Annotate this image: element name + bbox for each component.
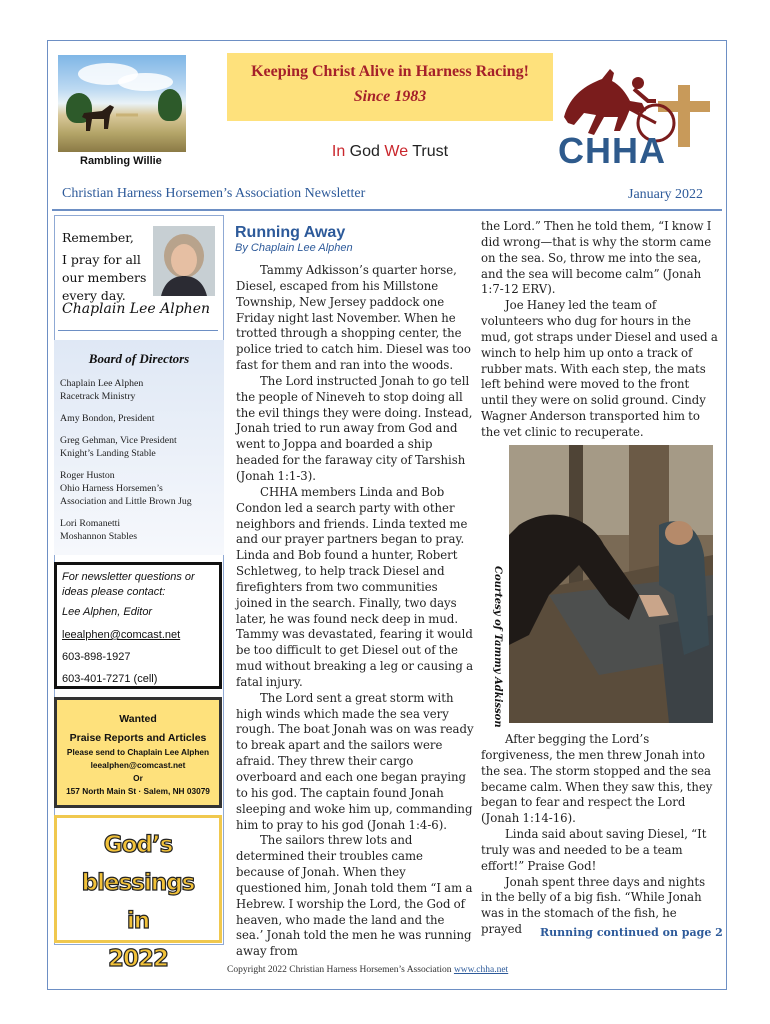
wanted-address: 157 North Main St · Salem, NH 03079 xyxy=(66,786,210,796)
article-column-1 xyxy=(236,263,474,960)
article-column-3 xyxy=(481,732,718,938)
continued-link[interactable]: Running continued on page 2 xyxy=(540,926,723,939)
blessings-line: in xyxy=(126,908,150,934)
remember-line: Remember, xyxy=(62,230,134,245)
copyright-text: Copyright 2022 Christian Harness Horsemen’s Association xyxy=(227,965,452,975)
header-divider xyxy=(52,209,722,211)
board-member xyxy=(60,469,220,508)
paragraph: Linda said about saving Diesel, “It truly was and needed to be a team effort!” Praise God! xyxy=(481,827,707,873)
board-line: Racetrack Ministry xyxy=(60,391,136,402)
board-member xyxy=(60,377,220,403)
motto xyxy=(227,143,553,161)
board-line: Roger Huston xyxy=(60,470,115,481)
contact-cell: 603-401-7271 (cell) xyxy=(62,673,158,685)
contact-email-link[interactable]: leealphen@comcast.net xyxy=(62,629,181,641)
chaplain-signature: Chaplain Lee Alphen xyxy=(62,301,210,317)
photo-credit-text: Courtesy of Tammy Adkisson xyxy=(492,566,503,728)
wanted-line: Or xyxy=(133,773,143,783)
chaplain-photo xyxy=(153,226,215,296)
photo-credit xyxy=(487,566,509,728)
wanted-email-link[interactable]: leealphen@comcast.net xyxy=(90,760,186,770)
article-column-2 xyxy=(481,219,718,441)
paragraph: Jonah spent three days and nights in the belly of a big fish. “While Jonah was in the stomach of the fish, he prayed xyxy=(481,874,706,937)
board-member xyxy=(60,517,220,543)
remember-note xyxy=(62,229,150,305)
board-line: Lori Romanetti xyxy=(60,518,121,529)
board-member xyxy=(60,434,220,460)
chha-logo-text: CHHA xyxy=(558,130,666,171)
newsletter-name: Christian Harness Horsemen’s Association Newsletter xyxy=(62,186,366,201)
website-link[interactable]: www.chha.net xyxy=(453,965,509,975)
painting-caption: Rambling Willie xyxy=(80,155,162,167)
article-byline: By Chaplain Lee Alphen xyxy=(235,242,353,254)
board-title: Board of Directors xyxy=(88,351,190,366)
wanted-subheading: Praise Reports and Articles xyxy=(69,732,207,744)
board-line: Ohio Harness Horsemen’s xyxy=(60,483,163,494)
blessings-line: 2022 xyxy=(107,946,168,972)
board-list xyxy=(60,377,220,552)
paragraph: The sailors threw lots and determined their troubles came because of Jonah. When they questioned him, Jonah told them “I am a Hebrew. I worship the Lord, the God of heaven, who made the land and the sea.’ Jonah told the men he was running away from xyxy=(236,833,473,959)
remember-line: I pray for all our members every day. xyxy=(62,252,147,303)
diesel-rescue-photo xyxy=(509,445,713,723)
board-line: Moshannon Stables xyxy=(60,531,138,542)
contact-prompt: For newsletter questions or ideas please contact: xyxy=(62,571,195,598)
contact-phone: 603-898-1927 xyxy=(62,651,131,663)
board-line: Greg Gehman, Vice President xyxy=(60,435,177,446)
board-line: Amy Bondon, President xyxy=(60,413,155,424)
blessings-line: God’s blessings xyxy=(81,832,195,896)
board-line: Knight’s Landing Stable xyxy=(60,448,156,459)
paragraph: Tammy Adkisson’s quarter horse, Diesel, escaped from his Millstone Township, New Jersey paddock one Friday night last November. When he trotted through a shopping center, the police tried to catch him. Diesel was too fast for them and ran into the woods. xyxy=(236,263,471,373)
footer xyxy=(227,965,508,975)
signature-divider xyxy=(58,330,218,331)
board-line: Association and Little Brown Jug xyxy=(60,496,192,507)
newsletter-subtitle: Since 1983 xyxy=(353,88,427,105)
wanted-heading: Wanted xyxy=(119,713,157,725)
contact-editor: Lee Alphen, Editor xyxy=(62,606,153,618)
blessings-box xyxy=(54,815,222,972)
article-title: Running Away xyxy=(235,224,346,241)
wanted-box xyxy=(54,697,222,808)
paragraph: The Lord instructed Jonah to go tell the people of Nineveh to stop doing all the evil things they were doing. Instead, Jonah tried to run away from God and went to Joppa and boarded a ship headed for the faraway city of Tarshish (Jonah 1:1-3). xyxy=(236,373,473,483)
paragraph: the Lord.” Then he told them, “I know I did wrong—that is why the storm came on the sea. So, throw me into the sea, and the sea will become calm” (Jonah 1:7-12 ERV). xyxy=(481,219,712,297)
paragraph: Joe Haney led the team of volunteers who dug for hours in the mud, got straps under Diesel and used a winch to help him up onto a track of rubber mats. With each step, the mats left behind were moved to the front until they were on solid ground. Cindy Wagner Anderson transported him to the vet clinic to recuperate. xyxy=(481,298,718,439)
newsletter-title: Keeping Christ Alive in Harness Racing! xyxy=(251,63,529,80)
wanted-line: Please send to Chaplain Lee Alphen xyxy=(66,747,210,757)
paragraph: CHHA members Linda and Bob Condon led a search party with other neighbors and friends. Linda texted me and our prayer partners began to pray. Linda and Bob found a hunter, Robert Schletweg, to help track Diesel and firefighters from two communities joined in the search. Finally, two days later, he was found neck deep in mud. Tammy was devastated, fearing it would be too difficult to get Diesel out of the mud without breaking a leg or causing a fatal injury. xyxy=(236,484,474,689)
board-line: Chaplain Lee Alphen xyxy=(60,378,144,389)
issue-date: January 2022 xyxy=(628,187,704,202)
motto-word: We xyxy=(384,143,409,160)
board-member xyxy=(60,412,220,425)
paragraph: The Lord sent a great storm with high winds which made the sea very rough. The boat Jonah was on was ready to break apart and the sailors were afraid. They threw their cargo overboard and each one began praying to his god. The captain found Jonah sleeping and woke him up, commanding him to pray to his god (Jonah 1:4-6). xyxy=(236,690,474,832)
motto-word: Trust xyxy=(412,143,449,160)
contact-box xyxy=(54,562,222,689)
rambling-willie-painting xyxy=(58,55,186,152)
paragraph: After begging the Lord’s forgiveness, the men threw Jonah into the sea. The storm stopped and the sea became calm. When they saw this, they began to fear and respect the Lord (Jonah 1:14-16). xyxy=(481,732,713,826)
title-banner xyxy=(227,53,553,121)
motto-word: In xyxy=(331,143,346,160)
motto-word: God xyxy=(349,143,380,160)
